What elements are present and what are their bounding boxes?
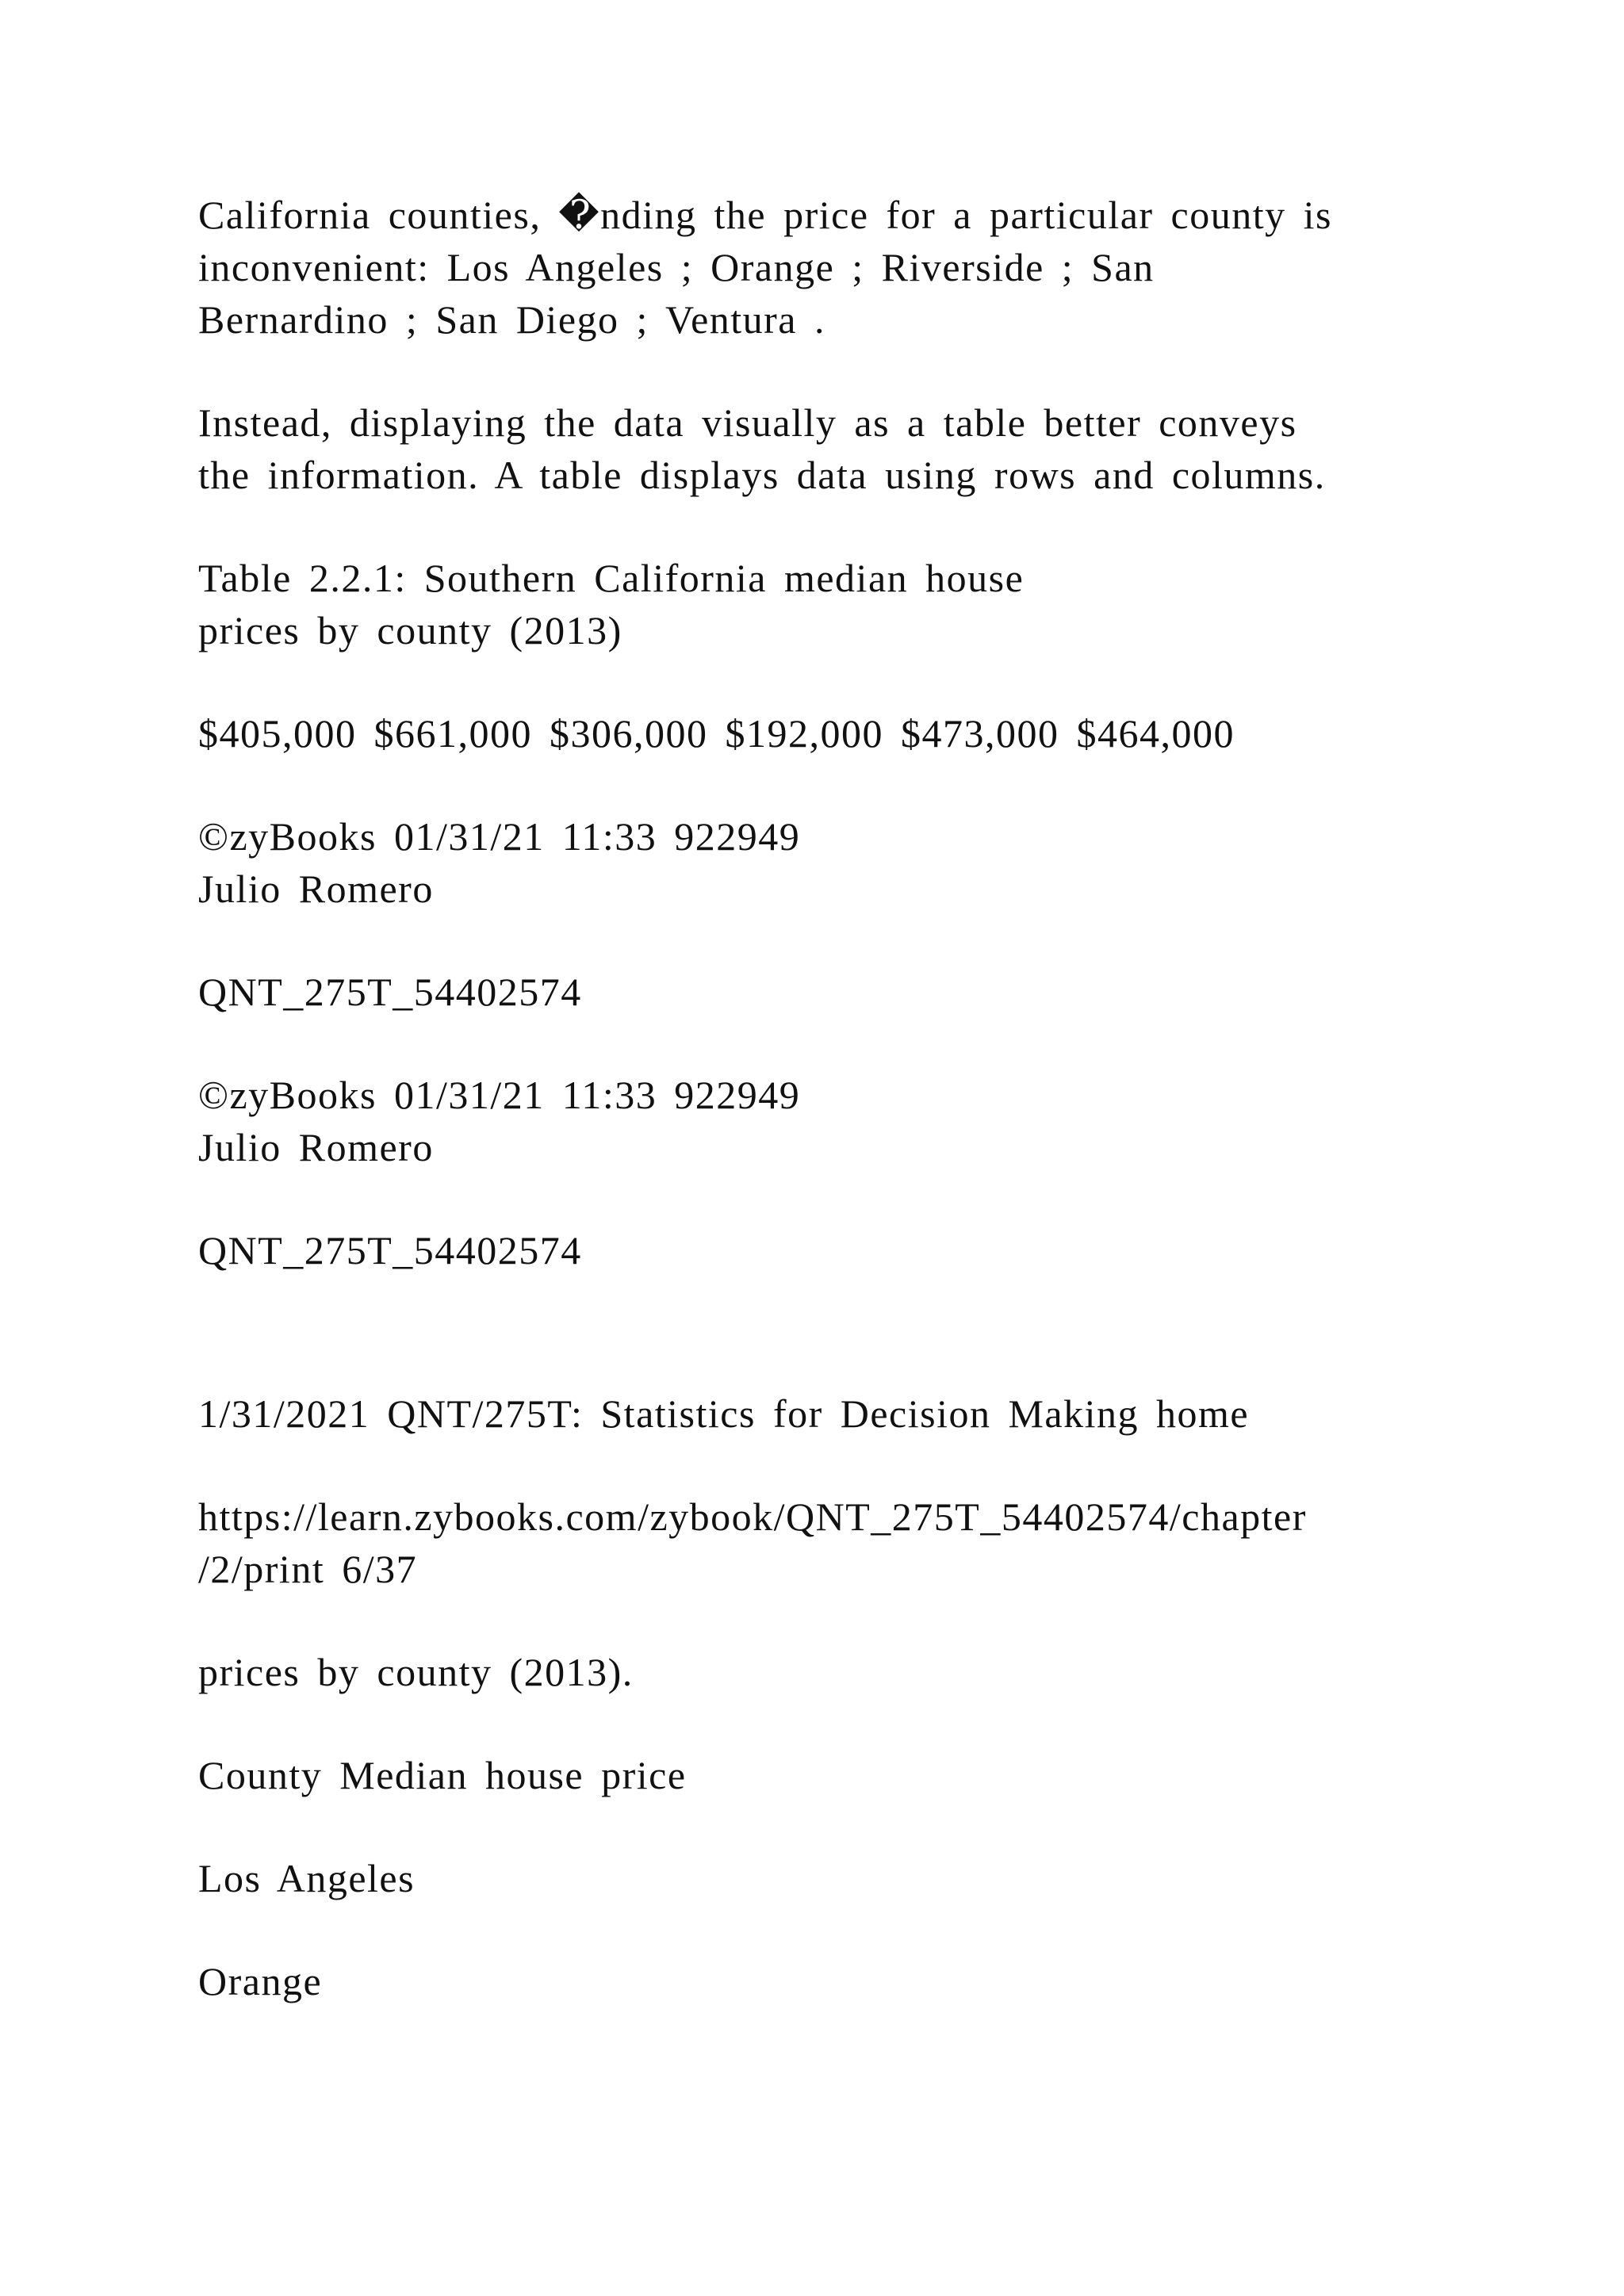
url-line: https://learn.zybooks.com/zybook/QNT_275T_54402574/chapter — [198, 1494, 1307, 1539]
table-row: Orange — [198, 1959, 323, 2003]
text-line: the information. A table displays data using rows and columns. — [198, 453, 1326, 497]
document-page — [198, 189, 1435, 2007]
table-row: Los Angeles — [198, 1856, 416, 1900]
text-line: inconvenient: Los Angeles ; Orange ; Riverside ; San — [198, 245, 1155, 289]
watermark-copyright: ©zyBooks 01/31/21 11:33 922949 — [198, 814, 801, 859]
watermark-name: Julio Romero — [198, 1125, 434, 1169]
paragraph-counties — [198, 189, 1435, 346]
prices-line: $405,000 $661,000 $306,000 $192,000 $473,000 $464,000 — [198, 711, 1235, 756]
caption-continued: prices by county (2013). — [198, 1650, 634, 1694]
watermark-name: Julio Romero — [198, 867, 434, 911]
url-line: /2/print 6/37 — [198, 1547, 418, 1591]
paragraph-table-intro — [198, 396, 1435, 501]
print-url — [198, 1490, 1435, 1595]
print-header: 1/31/2021 QNT/275T: Statistics for Decision Making home — [198, 1391, 1250, 1436]
watermark-course-code: QNT_275T_54402574 — [198, 1228, 582, 1272]
text-line: California counties, �nding the price for a particular county is — [198, 193, 1332, 237]
caption-line: Table 2.2.1: Southern California median house — [198, 556, 1025, 600]
zybooks-watermark — [198, 1069, 1435, 1276]
text-line: Bernardino ; San Diego ; Ventura . — [198, 297, 825, 342]
table-caption — [198, 552, 1435, 656]
watermark-course-code: QNT_275T_54402574 — [198, 970, 582, 1014]
watermark-copyright: ©zyBooks 01/31/21 11:33 922949 — [198, 1073, 801, 1117]
table-header: County Median house price — [198, 1753, 687, 1797]
caption-line: prices by county (2013) — [198, 608, 622, 652]
zybooks-watermark — [198, 810, 1435, 1018]
text-line: Instead, displaying the data visually as a table better conveys — [198, 400, 1297, 445]
